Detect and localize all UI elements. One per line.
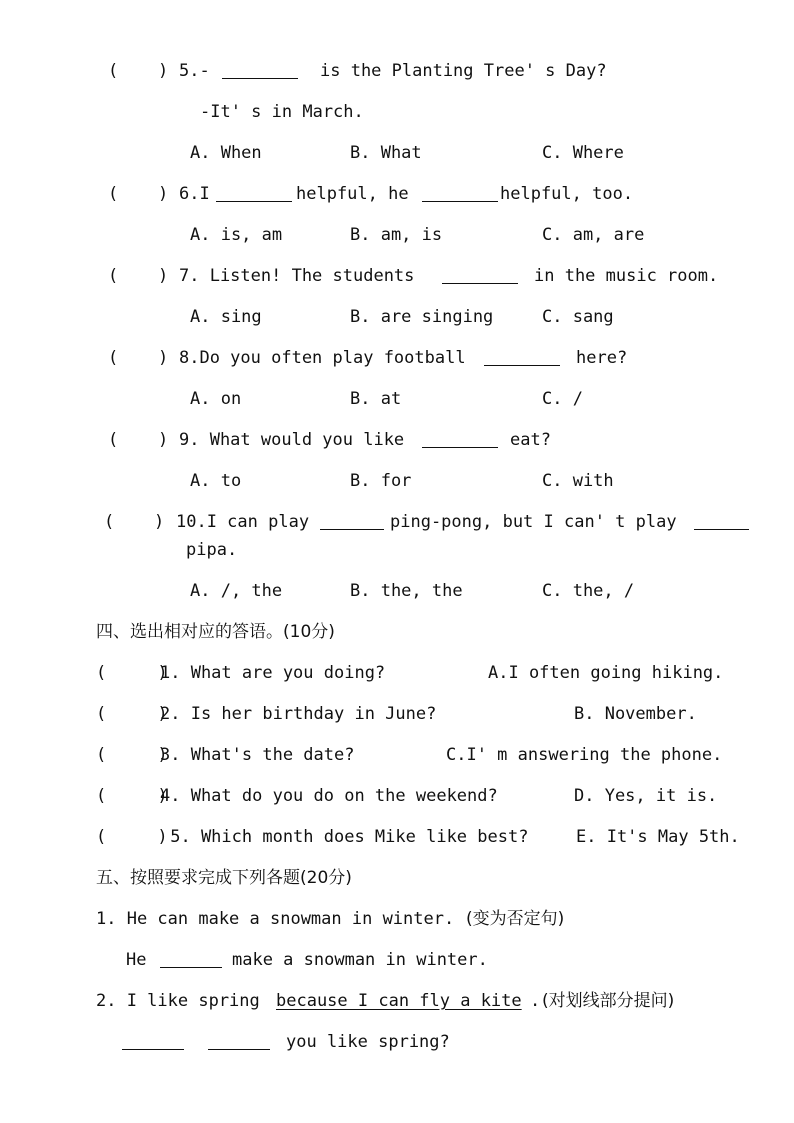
answer-blank[interactable] <box>484 347 560 366</box>
question-stem: 7. Listen! The students <box>179 266 415 286</box>
answer-paren-left: ( <box>108 61 119 81</box>
match-question: 5. Which month does Mike like best? <box>160 827 529 847</box>
answer-end: make a snowman in winter. <box>232 950 488 970</box>
option-c: C. am, are <box>542 225 645 245</box>
question-stem: 10.I can play <box>176 512 310 532</box>
answer-paren-left: ( <box>104 512 115 532</box>
match-question: 1. What are you doing? <box>160 663 386 683</box>
option-b: B. at <box>350 389 402 409</box>
question-number: 6.I <box>179 184 210 204</box>
option-c: C. / <box>542 389 583 409</box>
answer-blank[interactable] <box>422 429 498 448</box>
option-a: A. When <box>190 143 262 163</box>
answer-blank[interactable] <box>442 265 518 284</box>
answer-paren[interactable]: ( ) <box>96 663 168 683</box>
option-b: B. am, is <box>350 225 443 245</box>
match-answer: D. Yes, it is. <box>574 786 718 806</box>
option-a: A. /, the <box>190 581 283 601</box>
match-answer: A.I often going hiking. <box>488 663 724 683</box>
question-stem-end: in the music room. <box>534 266 719 286</box>
match-question: 4. What do you do on the weekend? <box>160 786 498 806</box>
question-stem-end: here? <box>576 348 628 368</box>
answer-end: you like spring? <box>286 1032 450 1052</box>
question-stem-mid: ping-pong, but I can' t play <box>390 512 677 532</box>
match-question: 2. Is her birthday in June? <box>160 704 437 724</box>
answer-blank[interactable] <box>208 1031 270 1050</box>
answer-paren-right: ) <box>158 430 169 450</box>
question-stem-end: eat? <box>510 430 551 450</box>
instruction-note: (对划线部分提问) <box>542 991 675 1011</box>
answer-blank[interactable] <box>320 511 384 530</box>
answer-blank[interactable] <box>122 1031 184 1050</box>
option-a: A. is, am <box>190 225 283 245</box>
answer-paren-left: ( <box>108 430 119 450</box>
question-stem: is the Planting Tree' s Day? <box>320 61 607 81</box>
option-b: B. for <box>350 471 412 491</box>
option-b: B. are singing <box>350 307 494 327</box>
question-stem: helpful, he <box>296 184 409 204</box>
section-title: 四、选出相对应的答语。(10分) <box>96 622 335 642</box>
option-a: A. sing <box>190 307 262 327</box>
underlined-phrase: because I can fly a kite <box>276 991 522 1011</box>
question-stem-end: helpful, too. <box>500 184 634 204</box>
question-stem: 8.Do you often play football <box>179 348 466 368</box>
option-b: B. What <box>350 143 422 163</box>
question-stem: 9. What would you like <box>179 430 405 450</box>
option-a: A. on <box>190 389 242 409</box>
section-title: 五、按照要求完成下列各题(20分) <box>96 868 352 888</box>
answer-blank[interactable] <box>160 949 222 968</box>
option-c: C. the, / <box>542 581 635 601</box>
option-c: C. Where <box>542 143 624 163</box>
match-question: 3. What's the date? <box>160 745 355 765</box>
answer-paren[interactable]: ( ) <box>96 786 168 806</box>
answer-paren-left: ( <box>108 184 119 204</box>
match-answer: E. It's May 5th. <box>576 827 740 847</box>
sentence-period: . <box>530 991 541 1011</box>
answer-blank[interactable] <box>694 511 749 530</box>
option-c: C. sang <box>542 307 614 327</box>
rewrite-question-2: 2. I like spring <box>96 991 260 1011</box>
answer-paren-right: ) <box>158 61 169 81</box>
answer-blank[interactable] <box>422 183 498 202</box>
match-answer: C.I' m answering the phone. <box>446 745 723 765</box>
match-answer: B. November. <box>574 704 697 724</box>
answer-paren-left: ( <box>108 348 119 368</box>
answer-paren[interactable]: ( ) <box>96 745 168 765</box>
dialogue-reply: -It' s in March. <box>200 102 364 122</box>
answer-paren-left: ( <box>108 266 119 286</box>
rewrite-question-1: 1. He can make a snowman in winter. <box>96 909 455 929</box>
instruction-note: (变为否定句) <box>466 909 565 929</box>
answer-paren-right: ) <box>158 184 169 204</box>
answer-blank[interactable] <box>222 60 298 79</box>
option-b: B. the, the <box>350 581 463 601</box>
answer-paren-right: ) <box>154 512 165 532</box>
answer-start: He <box>126 950 147 970</box>
option-a: A. to <box>190 471 242 491</box>
answer-paren-right: ) <box>158 266 169 286</box>
answer-paren[interactable]: ( ) <box>96 827 168 847</box>
option-c: C. with <box>542 471 614 491</box>
question-number: 5.- <box>179 61 210 81</box>
answer-blank[interactable] <box>216 183 292 202</box>
question-stem-cont: pipa. <box>186 540 238 560</box>
answer-paren[interactable]: ( ) <box>96 704 168 724</box>
answer-paren-right: ) <box>158 348 169 368</box>
